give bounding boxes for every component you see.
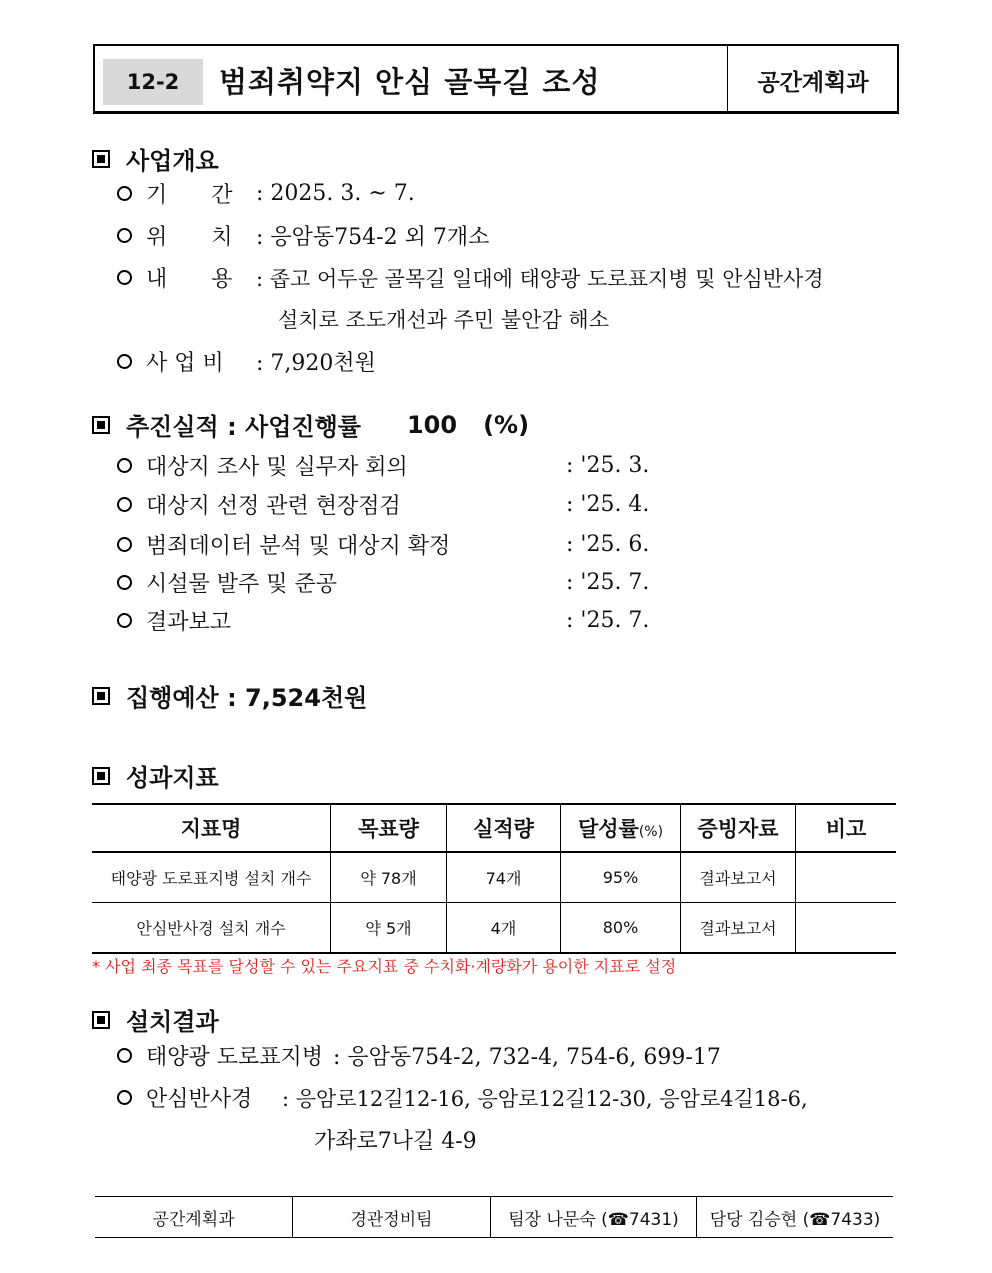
table-row bbox=[92, 903, 896, 954]
results-value: : 응암로12길12-16, 응암로12길12-30, 응암로4길18-6, bbox=[282, 1086, 808, 1111]
col-header-rate bbox=[561, 804, 681, 852]
cell-rate: 80% bbox=[561, 903, 681, 954]
cell-target: 약 5개 bbox=[331, 903, 447, 954]
indicators-table bbox=[92, 803, 896, 954]
circle-bullet-icon bbox=[117, 458, 132, 473]
col-header-target: 목표량 bbox=[331, 804, 447, 852]
footer-leader: 팀장 나문숙 (☎7431) bbox=[491, 1197, 697, 1238]
circle-bullet-icon bbox=[117, 497, 132, 512]
results-value-cont: 가좌로7나길 4-9 bbox=[314, 1129, 477, 1154]
progress-item bbox=[117, 450, 649, 481]
indicators-footnote: * 사업 최종 목표를 달성할 수 있는 주요지표 중 수치화·계량화가 용이한 지표로 설정 bbox=[92, 957, 677, 976]
footer-staff: 담당 김승현 (☎7433) bbox=[697, 1197, 894, 1238]
overview-item bbox=[117, 220, 489, 251]
circle-bullet-icon bbox=[117, 613, 132, 628]
overview-label: 위 치 bbox=[146, 225, 233, 250]
cell-name: 안심반사경 설치 개수 bbox=[92, 903, 331, 954]
progress-task: 대상지 조사 및 실무자 회의 bbox=[146, 455, 408, 480]
circle-bullet-icon bbox=[117, 270, 132, 285]
progress-date: : '25. 6. bbox=[566, 532, 650, 557]
col-header-rate-label: 달성률 bbox=[577, 817, 639, 841]
progress-date: : '25. 3. bbox=[566, 453, 650, 478]
overview-item bbox=[117, 346, 376, 377]
circle-bullet-icon bbox=[117, 537, 132, 552]
col-header-rate-unit: (%) bbox=[638, 824, 664, 840]
progress-heading bbox=[92, 407, 529, 442]
cell-evidence: 결과보고서 bbox=[681, 852, 796, 903]
circle-bullet-icon bbox=[117, 186, 132, 201]
cell-actual: 74개 bbox=[447, 852, 561, 903]
cell-note bbox=[796, 852, 897, 903]
progress-task: 대상지 선정 관련 현장점검 bbox=[146, 494, 401, 519]
overview-heading-text: 사업개요 bbox=[126, 147, 219, 175]
cell-note bbox=[796, 903, 897, 954]
overview-heading bbox=[92, 141, 219, 176]
results-item bbox=[117, 1040, 721, 1071]
circle-bullet-icon bbox=[117, 354, 132, 369]
page-title: 범죄취약지 안심 골목길 조성 bbox=[219, 65, 601, 99]
col-header-name: 지표명 bbox=[92, 804, 331, 852]
progress-task: 범죄데이터 분석 및 대상지 확정 bbox=[146, 534, 451, 559]
footer-row bbox=[95, 1197, 893, 1238]
results-label: 태양광 도로표지병 bbox=[146, 1045, 324, 1070]
cell-actual: 4개 bbox=[447, 903, 561, 954]
cell-rate: 95% bbox=[561, 852, 681, 903]
budget-heading-text: 집행예산 : 7,524천원 bbox=[126, 684, 368, 712]
progress-task: 결과보고 bbox=[146, 610, 232, 635]
section-number: 12-2 bbox=[103, 59, 203, 105]
results-item bbox=[117, 1082, 808, 1113]
indicators-heading bbox=[92, 758, 219, 793]
circle-bullet-icon bbox=[117, 575, 132, 590]
overview-item bbox=[117, 262, 824, 293]
overview-value-cont: 설치로 조도개선과 주민 불안감 해소 bbox=[278, 308, 609, 332]
overview-label: 기 간 bbox=[146, 183, 233, 208]
progress-date: : '25. 7. bbox=[566, 608, 650, 633]
circle-bullet-icon bbox=[117, 1048, 132, 1063]
overview-value: : 2025. 3. ~ 7. bbox=[256, 181, 415, 206]
col-header-evidence: 증빙자료 bbox=[681, 804, 796, 852]
budget-heading bbox=[92, 678, 367, 713]
square-bullet-icon bbox=[92, 1011, 110, 1029]
progress-heading-text: 추진실적 : 사업진행률 bbox=[126, 413, 361, 441]
progress-item bbox=[117, 605, 649, 636]
results-heading-text: 설치결과 bbox=[126, 1008, 219, 1036]
table-row bbox=[92, 852, 896, 903]
cell-target: 약 78개 bbox=[331, 852, 447, 903]
overview-label: 사 업 비 bbox=[146, 351, 224, 376]
progress-unit: (%) bbox=[483, 410, 530, 439]
progress-item bbox=[117, 567, 649, 598]
contact-footer bbox=[95, 1196, 893, 1238]
overview-value: : 응암동754-2 외 7개소 bbox=[256, 225, 490, 250]
results-heading bbox=[92, 1002, 219, 1037]
square-bullet-icon bbox=[92, 687, 110, 705]
progress-item bbox=[117, 489, 649, 520]
circle-bullet-icon bbox=[117, 1090, 132, 1105]
progress-task: 시설물 발주 및 준공 bbox=[146, 572, 337, 597]
overview-label: 내 용 bbox=[146, 267, 233, 292]
overview-value: : 7,920천원 bbox=[256, 351, 376, 376]
results-label: 안심반사경 bbox=[146, 1087, 253, 1112]
footer-department: 공간계획과 bbox=[95, 1197, 293, 1238]
overview-item bbox=[117, 178, 415, 209]
overview-value: : 좁고 어두운 골목길 일대에 태양광 도로표지병 및 안심반사경 bbox=[256, 266, 824, 291]
footer-team: 경관정비팀 bbox=[293, 1197, 491, 1238]
progress-item bbox=[117, 529, 649, 560]
progress-date: : '25. 4. bbox=[566, 492, 650, 517]
cell-name: 태양광 도로표지병 설치 개수 bbox=[92, 852, 331, 903]
progress-rate: 100 bbox=[406, 410, 458, 439]
col-header-note: 비고 bbox=[796, 804, 897, 852]
square-bullet-icon bbox=[92, 767, 110, 785]
results-value: : 응암동754-2, 732-4, 754-6, 699-17 bbox=[333, 1045, 721, 1070]
square-bullet-icon bbox=[92, 416, 110, 434]
col-header-actual: 실적량 bbox=[447, 804, 561, 852]
department-label: 공간계획과 bbox=[757, 70, 869, 96]
title-box bbox=[93, 44, 899, 114]
progress-date: : '25. 7. bbox=[566, 570, 650, 595]
cell-evidence: 결과보고서 bbox=[681, 903, 796, 954]
indicators-heading-text: 성과지표 bbox=[126, 764, 219, 792]
circle-bullet-icon bbox=[117, 228, 132, 243]
table-header-row bbox=[92, 804, 896, 852]
square-bullet-icon bbox=[92, 150, 110, 168]
